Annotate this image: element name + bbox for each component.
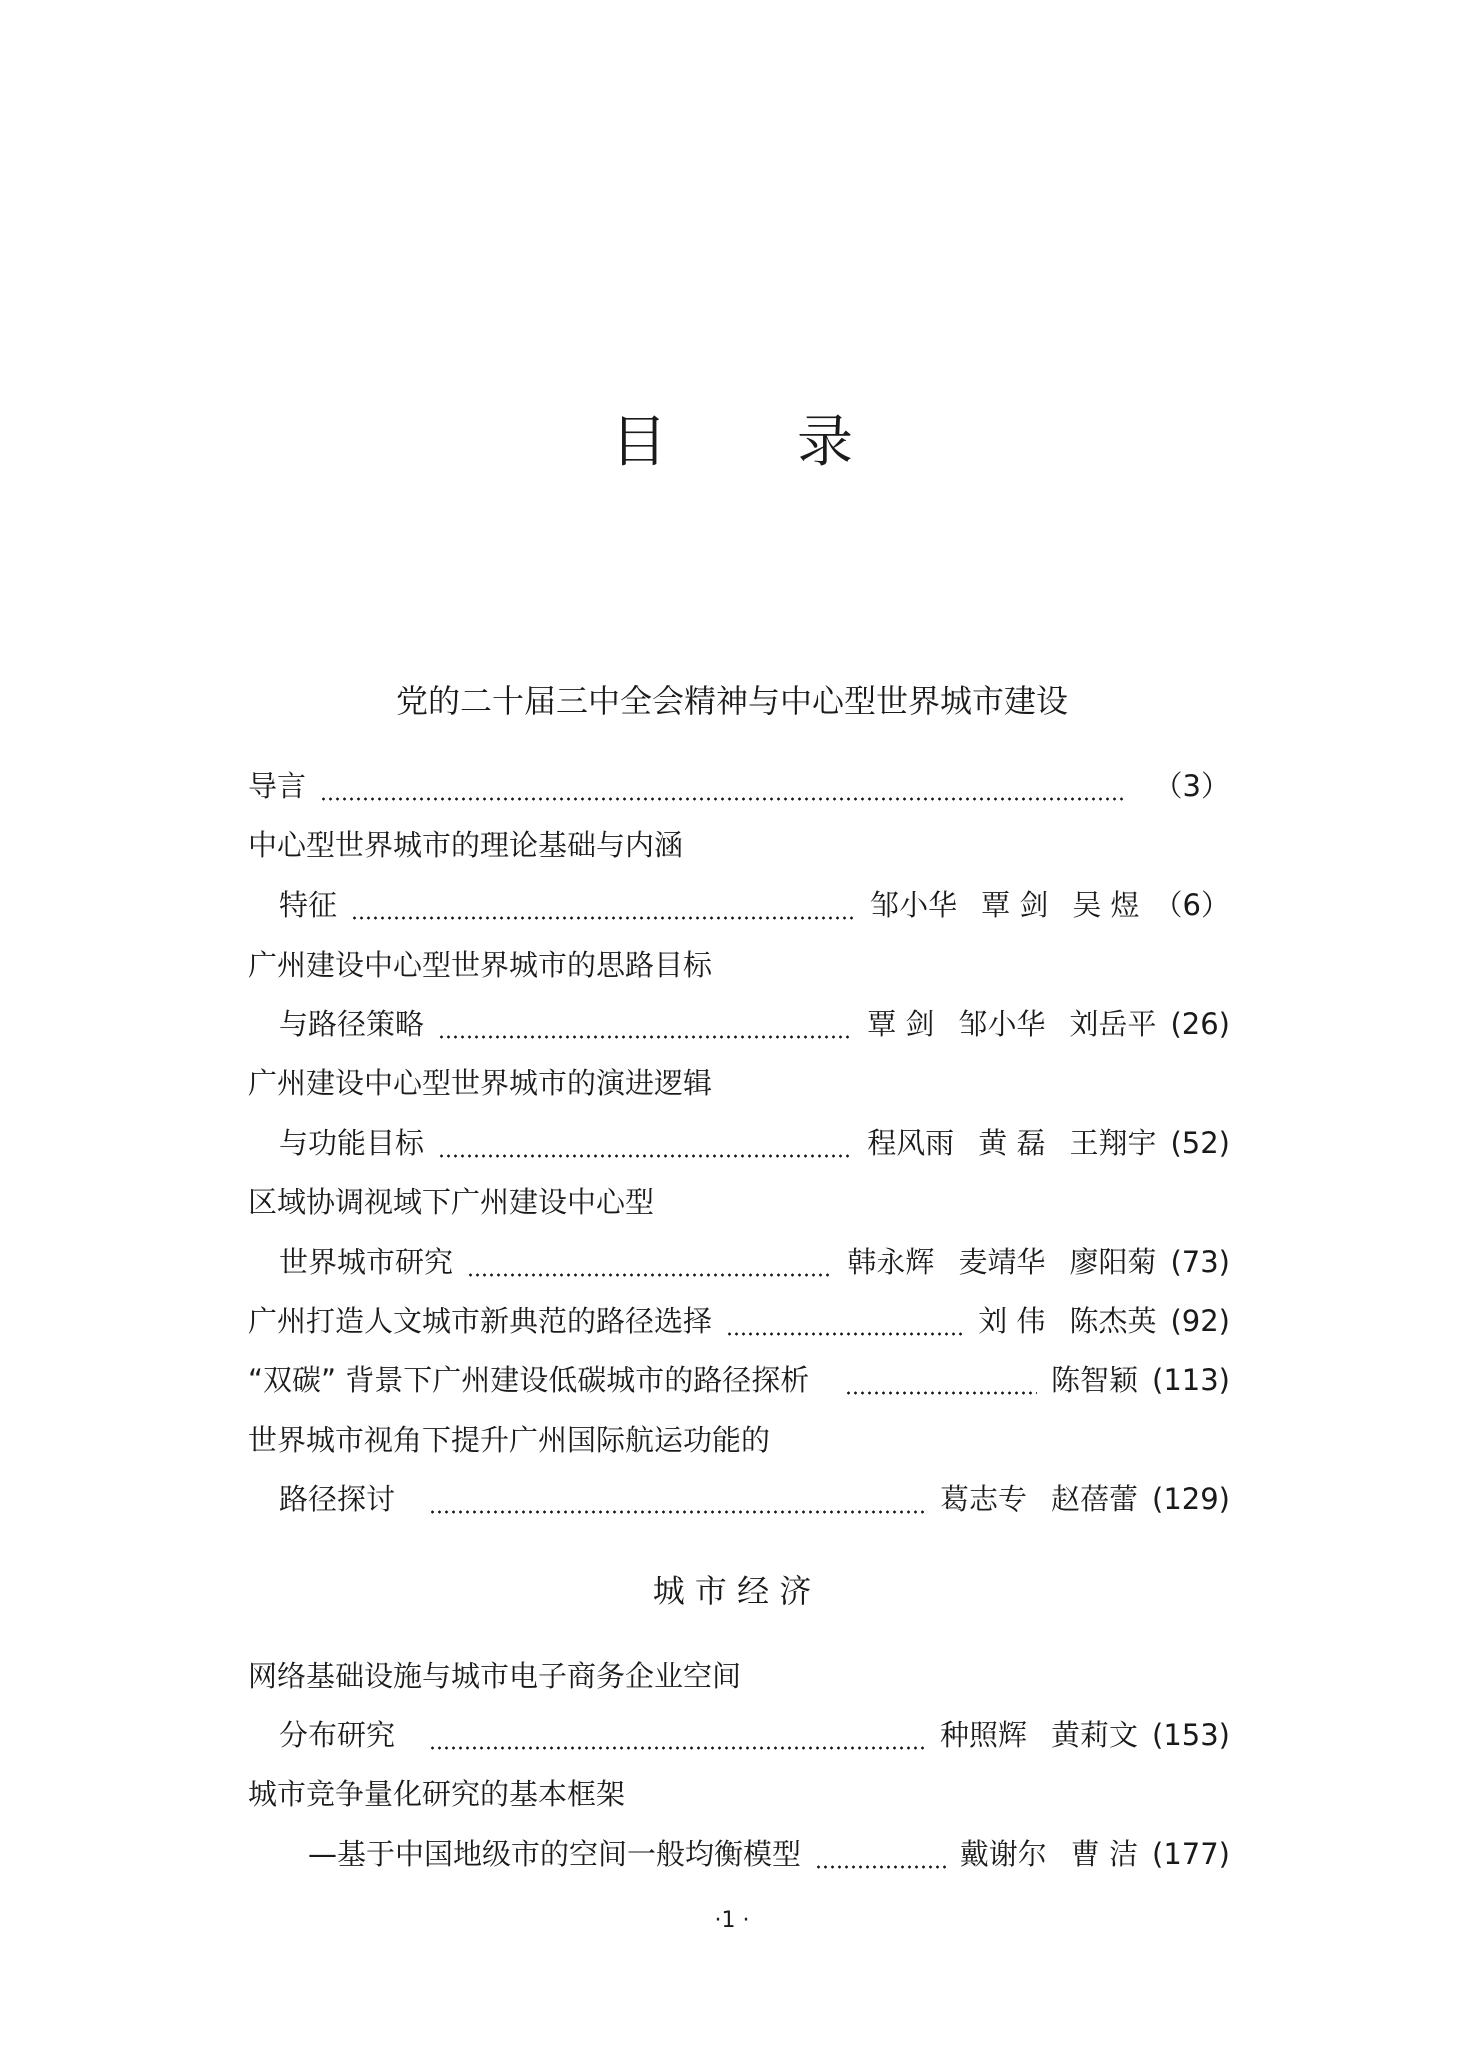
author: 刘 伟 [978, 1304, 1046, 1338]
entry-title-cont: —基于中国地级市的空间一般均衡模型 [308, 1837, 802, 1871]
entry-title: 网络基础设施与城市电子商务企业空间 [248, 1659, 742, 1693]
author: 程风雨 [867, 1126, 955, 1160]
entry-title: 区域协调视域下广州建设中心型 [248, 1185, 655, 1219]
entry-page: (153) [1152, 1718, 1230, 1752]
author: 刘岳平 [1069, 1007, 1157, 1041]
author: 黄莉文 [1051, 1718, 1139, 1752]
entry-title-cont: 与功能目标 [279, 1126, 425, 1160]
toc-entry[interactable] [248, 1299, 1230, 1343]
entry-title: 广州打造人文城市新典范的路径选择 [248, 1304, 713, 1338]
entry-page: (26) [1170, 1007, 1230, 1041]
entry-page: (113) [1152, 1363, 1230, 1397]
entry-authors [870, 883, 1139, 927]
toc-entry[interactable] [308, 1832, 1230, 1876]
toc-entry-title-line[interactable] [248, 943, 1230, 987]
toc-entry[interactable] [248, 764, 1230, 808]
page-title-char-1: 目 [611, 410, 667, 475]
toc-entry[interactable] [248, 1358, 1230, 1402]
dot-leader [438, 1010, 853, 1040]
entry-title-cont: 特征 [279, 888, 338, 922]
dot-leader [815, 1840, 946, 1870]
entry-page: (52) [1170, 1126, 1230, 1160]
entry-page: (129) [1152, 1482, 1230, 1516]
entry-authors [960, 1832, 1138, 1876]
entry-page: (73) [1170, 1245, 1230, 1279]
toc-entry[interactable] [279, 1002, 1230, 1046]
author: 戴谢尔 [959, 1837, 1047, 1871]
author: 曹 洁 [1070, 1837, 1139, 1871]
author: 邹小华 [870, 888, 958, 922]
dot-leader [429, 1721, 926, 1751]
page-number: ·1 · [714, 1908, 750, 1933]
author: 陈智颖 [1051, 1363, 1139, 1397]
author: 陈杰英 [1069, 1304, 1157, 1338]
author: 麦靖华 [958, 1245, 1046, 1279]
author: 种照辉 [939, 1718, 1027, 1752]
page-title [0, 398, 1464, 478]
entry-page: (92) [1170, 1304, 1230, 1338]
entry-title: 广州建设中心型世界城市的演进逻辑 [248, 1066, 713, 1100]
toc-entry[interactable] [279, 883, 1230, 927]
author: 葛志专 [939, 1482, 1027, 1516]
toc-entry[interactable] [279, 1477, 1230, 1521]
toc-entry-title-line[interactable] [248, 1061, 1230, 1105]
author: 邹小华 [958, 1007, 1046, 1041]
author: 王翔宇 [1069, 1126, 1157, 1160]
dot-leader [438, 1129, 853, 1159]
entry-authors [867, 1002, 1156, 1046]
entry-authors [978, 1299, 1156, 1343]
entry-authors [867, 1121, 1156, 1165]
page-title-char-2: 录 [797, 410, 853, 475]
entry-authors [940, 1477, 1138, 1521]
toc-entry-title-line[interactable] [248, 1654, 1230, 1698]
author: 黄 磊 [978, 1126, 1046, 1160]
toc-entry[interactable] [279, 1240, 1230, 1284]
entry-title: 世界城市视角下提升广州国际航运功能的 [248, 1423, 771, 1457]
dot-leader [726, 1307, 964, 1337]
entry-page: (177) [1152, 1837, 1230, 1871]
entry-title-cont: 分布研究 [279, 1718, 396, 1752]
entry-title-cont: 世界城市研究 [279, 1245, 454, 1279]
entry-authors [940, 1713, 1138, 1757]
entry-title: 广州建设中心型世界城市的思路目标 [248, 948, 713, 982]
dot-leader [351, 891, 856, 921]
toc-entry-title-line[interactable] [248, 1418, 1230, 1462]
author: 吴 煜 [1072, 888, 1140, 922]
dot-leader [429, 1485, 926, 1515]
entry-title-cont: 与路径策略 [279, 1007, 425, 1041]
dot-leader [845, 1366, 1037, 1396]
entry-title-cont: 路径探讨 [279, 1482, 396, 1516]
toc-entry-title-line[interactable] [248, 823, 1230, 867]
entry-authors [847, 1240, 1156, 1284]
author: 韩永辉 [847, 1245, 935, 1279]
author: 廖阳菊 [1069, 1245, 1157, 1279]
dot-leader [320, 772, 1126, 802]
entry-page: （6） [1153, 888, 1230, 922]
entry-page: （3） [1153, 769, 1230, 803]
toc-entry-title-line[interactable] [248, 1772, 1230, 1816]
entry-title: “双碳” 背景下广州建设低碳城市的路径探析 [248, 1363, 810, 1397]
author: 覃 剑 [981, 888, 1049, 922]
section-heading: 城 市 经 济 [652, 1572, 812, 1610]
entry-title: 中心型世界城市的理论基础与内涵 [248, 828, 684, 862]
toc-entry[interactable] [279, 1121, 1230, 1165]
section-heading: 党的二十届三中全会精神与中心型世界城市建设 [395, 682, 1068, 720]
dot-leader [467, 1248, 833, 1278]
toc-entry[interactable] [279, 1713, 1230, 1757]
entry-authors [1051, 1358, 1138, 1402]
author: 赵蓓蕾 [1051, 1482, 1139, 1516]
entry-title: 城市竞争量化研究的基本框架 [248, 1777, 626, 1811]
toc-entry-title-line[interactable] [248, 1180, 1230, 1224]
entry-title: 导言 [248, 769, 307, 803]
author: 覃 剑 [867, 1007, 935, 1041]
